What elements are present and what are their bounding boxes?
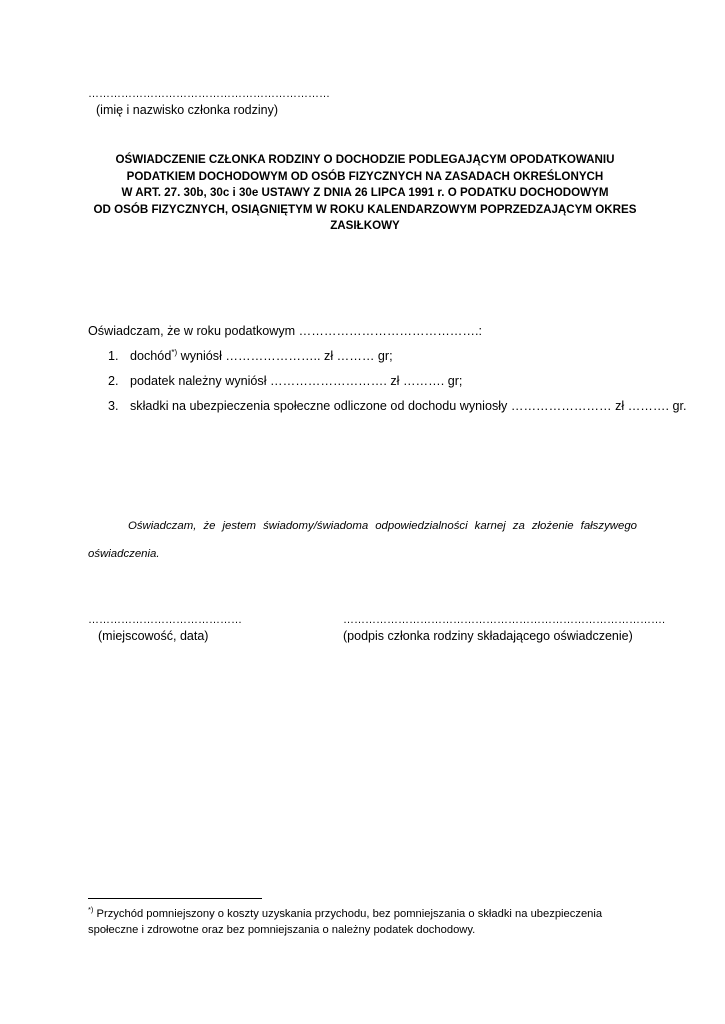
- title-line: ZASIŁKOWY: [330, 219, 400, 233]
- name-caption: (imię i nazwisko członka rodziny): [96, 103, 279, 117]
- place-date-caption: (miejscowość, data): [98, 629, 209, 643]
- list-item: składki na ubezpieczenia społeczne odliczone od dochodu wyniosły …………………… zł ………. gr.: [130, 399, 687, 413]
- document-title: [70, 152, 660, 235]
- name-dotted-line: …………………………………………………………: [88, 88, 330, 100]
- footnote-separator: [88, 898, 262, 899]
- list-item-number: 3.: [108, 399, 119, 413]
- list-item-text: dochód: [130, 349, 172, 363]
- place-date-dotted-line: ……………………………………: [88, 614, 242, 626]
- declaration-intro: Oświadczam, że w roku podatkowym …………………………………….:: [88, 324, 482, 338]
- footnote-mark: *): [88, 905, 94, 914]
- signature-caption: (podpis członka rodziny składającego oświadczenie): [343, 629, 633, 643]
- list-item: [130, 349, 393, 363]
- title-line: OD OSÓB FIZYCZNYCH, OSIĄGNIĘTYM W ROKU KALENDARZOWYM POPRZEDZAJĄCYM OKRES: [93, 202, 637, 216]
- list-item-number: 1.: [108, 349, 119, 363]
- list-item-number: 2.: [108, 374, 119, 388]
- title-line: OŚWIADCZENIE CZŁONKA RODZINY O DOCHODZIE PODLEGAJĄCYM OPODATKOWANIU: [115, 153, 615, 166]
- responsibility-statement: Oświadczam, że jestem świadomy/świadoma odpowiedzialności karnej za złożenie fałszywego oświadczenia.: [88, 520, 637, 560]
- list-item-text-continued: wyniósł ………………….. zł ……… gr;: [177, 349, 393, 363]
- title-line: PODATKIEM DOCHODOWYM OD OSÓB FIZYCZNYCH NA ZASADACH OKREŚLONYCH: [126, 169, 604, 183]
- title-line: W ART. 27. 30b, 30c i 30e USTAWY Z DNIA 26 LIPCA 1991 r. O PODATKU DOCHODOWYM: [121, 186, 609, 200]
- footnote: [88, 906, 648, 938]
- signature-dotted-line: …………………………………………………………………………….: [343, 614, 666, 626]
- footnote-text: Przychód pomniejszony o koszty uzyskania przychodu, bez pomniejszania o składki na ubezpieczenia społeczne i zdrowotne oraz bez pomniejszania o należny podatek dochodowy.: [88, 908, 603, 936]
- list-item: podatek należny wyniósł ………………………. zł ………. gr;: [130, 374, 463, 388]
- footnote-reference: *): [171, 348, 178, 357]
